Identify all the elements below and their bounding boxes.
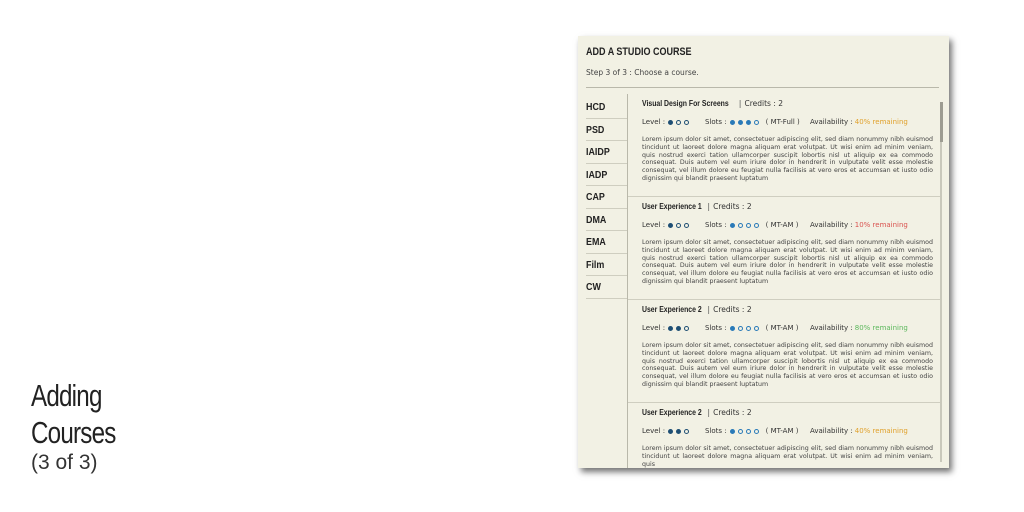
sidebar-item-label: IAIDP [586,146,610,158]
slot-type: ( MT-AM ) [765,427,799,435]
course-description: Lorem ipsum dolor sit amet, consectetuer adipiscing elit, sed diam nonummy nibh euismod tincidunt ut laoreet dolore magna aliquam erat volutpat. Ut wisi enim ad minim veniam, quis nostrud exerci tation ullamcorper suscipit lobortis nisl ut aliquip ex ea commodo consequat. Duis autem vel eum iriure dolor in hendrerit in vulputate velit esse molestie consequat, vel illum dolore eu feugiat nulla facilisis at vero eros et accumsan et iusto odio dignissim qui blandit praesent luptatum [642,136,933,182]
filled-dot-icon [668,223,673,228]
course-header [642,98,933,110]
level-indicator [668,120,692,125]
course-header [642,201,933,213]
course-credits: Credits : 2 [713,202,752,211]
filled-dot-icon [668,326,673,331]
sidebar-item-label: Film [586,258,605,271]
course-slots [705,116,810,128]
course-level [642,425,705,437]
filled-dot-icon [746,120,751,125]
filled-dot-icon [730,429,735,434]
course-list-scroll-thumb[interactable] [940,102,943,142]
course-description: Lorem ipsum dolor sit amet, consectetuer adipiscing elit, sed diam nonummy nibh euismod tincidunt ut laoreet dolore magna aliquam erat volutpat. Ut wisi enim ad minim veniam, quis nostrud exerci tation ullamcorper suscipit lobortis nisl ut aliquip ex ea commodo consequat. Duis autem vel eum iriure dolor in hendrerit in vulputate velit esse molestie consequat, vel illum dolore eu feugiat nulla facilisis at vero eros et accumsan et iusto odio dignissim qui blandit praesent luptatum [642,342,933,388]
sidebar-item-label: PSD [586,123,605,136]
sidebar-item-label: EMA [586,236,606,248]
course-slots [705,322,810,334]
empty-dot-icon [684,429,689,434]
availability-value: 40% remaining [854,427,908,435]
slide-title-line-1: Adding [31,378,102,413]
course-availability [810,322,908,334]
course-availability [810,219,908,231]
slot-type: ( MT-AM ) [765,324,799,332]
course-card[interactable] [628,197,941,300]
availability-value: 10% remaining [854,221,908,229]
empty-dot-icon [746,326,751,331]
sidebar-item-psd[interactable] [586,119,628,142]
course-name: Visual Design For Screens [642,99,729,108]
course-meta [642,219,933,231]
sidebar-item-iadp[interactable] [586,164,628,187]
dialog-title: ADD A STUDIO COURSE [586,46,692,58]
course-header-separator: | [707,408,711,417]
sidebar-item-label: DMA [586,213,607,226]
course-meta [642,425,933,437]
course-name: User Experience 1 [642,202,702,211]
empty-dot-icon [676,223,681,228]
course-list-scrollbar[interactable] [940,102,942,462]
course-slots [705,425,810,437]
empty-dot-icon [684,326,689,331]
course-credits: Credits : 2 [713,408,752,417]
level-label: Level : [642,221,666,229]
availability-label: Availability : [810,324,853,332]
empty-dot-icon [746,223,751,228]
empty-dot-icon [738,429,743,434]
course-header [642,407,933,419]
course-list[interactable] [627,94,941,468]
empty-dot-icon [738,223,743,228]
empty-dot-icon [754,223,759,228]
availability-label: Availability : [810,221,853,229]
slide-title-line-2: Courses [31,415,116,450]
sidebar-item-cw[interactable] [586,276,628,299]
course-card[interactable] [628,403,941,468]
filled-dot-icon [676,429,681,434]
availability-label: Availability : [810,118,853,126]
filled-dot-icon [738,120,743,125]
slots-label: Slots : [705,427,727,435]
sidebar-item-iaidp[interactable] [586,141,628,164]
empty-dot-icon [746,429,751,434]
sidebar-item-label: CW [586,281,601,293]
sidebar-item-label: IADP [586,168,608,181]
course-card[interactable] [628,300,941,403]
empty-dot-icon [676,120,681,125]
course-meta [642,116,933,128]
level-indicator [668,223,692,228]
course-description: Lorem ipsum dolor sit amet, consectetuer adipiscing elit, sed diam nonummy nibh euismod tincidunt ut laoreet dolore magna aliquam erat volutpat. Ut wisi enim ad minim veniam, quis [642,445,933,468]
slots-label: Slots : [705,324,727,332]
empty-dot-icon [754,326,759,331]
slots-indicator [730,223,762,228]
level-label: Level : [642,324,666,332]
empty-dot-icon [754,429,759,434]
filled-dot-icon [730,223,735,228]
filled-dot-icon [676,326,681,331]
availability-label: Availability : [810,427,853,435]
course-description: Lorem ipsum dolor sit amet, consectetuer adipiscing elit, sed diam nonummy nibh euismod tincidunt ut laoreet dolore magna aliquam erat volutpat. Ut wisi enim ad minim veniam, quis nostrud exerci tation ullamcorper suscipit lobortis nisl ut aliquip ex ea commodo consequat. Duis autem vel eum iriure dolor in hendrerit in vulputate velit esse molestie consequat, vel illum dolore eu feugiat nulla facilisis at vero eros et accumsan et iusto odio dignissim qui blandit praesent luptatum [642,239,933,285]
empty-dot-icon [684,120,689,125]
course-header [642,304,933,316]
course-header-separator: | [707,305,711,314]
slots-indicator [730,326,762,331]
course-meta [642,322,933,334]
filled-dot-icon [668,429,673,434]
sidebar-item-hcd[interactable] [586,96,628,119]
course-level [642,116,705,128]
filled-dot-icon [668,120,673,125]
slots-label: Slots : [705,221,727,229]
level-label: Level : [642,427,666,435]
availability-value: 80% remaining [854,324,908,332]
sidebar-item-dma[interactable] [586,209,628,232]
course-credits: Credits : 2 [744,99,784,108]
course-level [642,322,705,334]
sidebar-item-label: HCD [586,101,606,113]
level-label: Level : [642,118,666,126]
slots-indicator [730,120,762,125]
slide-title [31,377,139,475]
course-header-separator: | [707,202,711,211]
sidebar-item-film[interactable] [586,254,628,277]
course-level [642,219,705,231]
sidebar-item-label: CAP [586,191,605,203]
course-availability [810,116,908,128]
level-indicator [668,326,692,331]
sidebar-item-cap[interactable] [586,186,628,209]
dialog-divider [586,87,939,88]
availability-value: 40% remaining [854,118,908,126]
slots-indicator [730,429,762,434]
slide-subtitle: (3 of 3) [31,451,98,474]
course-credits: Credits : 2 [713,305,752,314]
course-header-separator: | [738,99,742,108]
add-course-dialog [578,36,949,468]
course-availability [810,425,908,437]
filled-dot-icon [730,326,735,331]
course-name: User Experience 2 [642,408,702,417]
slots-label: Slots : [705,118,727,126]
empty-dot-icon [738,326,743,331]
sidebar-item-ema[interactable] [586,231,628,254]
slot-type: ( MT-AM ) [765,221,799,229]
program-sidebar [586,96,628,299]
empty-dot-icon [684,223,689,228]
course-slots [705,219,810,231]
empty-dot-icon [754,120,759,125]
level-indicator [668,429,692,434]
dialog-step-text: Step 3 of 3 : Choose a course. [586,68,699,77]
course-name: User Experience 2 [642,305,702,314]
filled-dot-icon [730,120,735,125]
course-card[interactable] [628,94,941,197]
slot-type: ( MT-Full ) [765,118,800,126]
